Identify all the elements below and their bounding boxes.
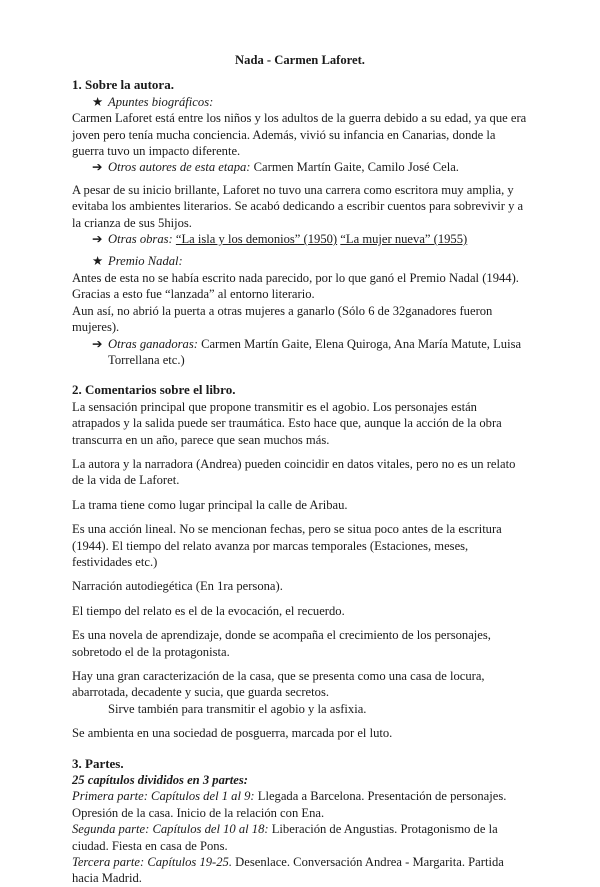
arrow-label: Otras ganadoras:: [108, 336, 198, 351]
paragraph: El tiempo del relato es el de la evocación, el recuerdo.: [72, 603, 345, 618]
bullet-label: Premio Nadal:: [108, 254, 183, 269]
paragraph: Carmen Laforet está entre los niños y los adultos de la guerra debido a su edad, ya que era joven pero tenía mucha conciencia. Además, vivió su infancia en Canarias, donde la guerra tuvo un impacto diferente.: [72, 111, 527, 159]
arrow-icon: ➔: [92, 232, 103, 247]
document-title: Nada - Carmen Laforet.: [235, 53, 365, 67]
arrow-text: Carmen Martín Gaite, Elena Quiroga, Ana María Matute, Luisa Torrellana etc.): [108, 336, 522, 367]
arrow-icon: ➔: [92, 160, 103, 175]
arrow-label: Otras obras:: [108, 232, 173, 247]
star-icon: ★: [92, 254, 104, 269]
arrow-item-ganadoras: [72, 336, 528, 369]
parts-subheading: 25 capítulos divididos en 3 partes:: [72, 773, 248, 788]
part-label: Segunda parte: Capítulos del 10 al 18:: [72, 822, 269, 837]
arrow-text: Carmen Martín Gaite, Camilo José Cela.: [250, 160, 459, 175]
part-text: Liberación de Angustias. Protagonismo de la ciudad. Fiesta en casa de Pons.: [72, 822, 498, 853]
paragraph: Se ambienta en una sociedad de posguerra, marcada por el luto.: [72, 726, 393, 741]
paragraph: Antes de esta no se había escrito nada parecido, por lo que ganó el Premio Nadal (1944). Gracias a esto fue “lanzada” al entorno literario.: [72, 270, 519, 302]
bullet-label: Apuntes biográficos:: [108, 94, 214, 109]
part-label: Primera parte: Capítulos del 1 al 9:: [72, 789, 255, 804]
arrow-item-obras: [72, 231, 528, 247]
arrow-label: Otros autores de esta etapa:: [108, 160, 251, 175]
part-item-2: [72, 821, 528, 854]
paragraph: A pesar de su inicio brillante, Laforet no tuvo una carrera como escritora muy amplia, y evitaba los ambientes literarios. Se acabó dedicando a escribir cuentos para sobrevivir y a la crianza de sus 5hijos.: [72, 182, 524, 230]
part-text: Desenlace. Conversación Andrea - Margarita. Partida hacia Madrid.: [72, 855, 504, 886]
arrow-icon: ➔: [92, 336, 103, 351]
work-title: “La isla y los demonios” (1950): [175, 232, 338, 247]
star-icon: ★: [92, 94, 104, 109]
part-label: Tercera parte: Capítulos 19-25.: [72, 855, 232, 870]
part-text: Llegada a Barcelona. Presentación de personajes. Opresión de la casa. Inicio de la relación con Ena.: [72, 789, 507, 820]
paragraph: Hay una gran caracterización de la casa, que se presenta como una casa de locura, abarrotada, decadente y sucia, que guarda secretos.: [72, 669, 485, 700]
paragraph: Es una acción lineal. No se mencionan fechas, pero se situa poco antes de la escritura (1944). El tiempo del relato avanza por marcas temporales (Estaciones, meses, festividades etc.): [72, 522, 502, 569]
work-title: “La mujer nueva” (1955): [340, 232, 468, 247]
part-item-3: [72, 854, 528, 887]
paragraph: La autora y la narradora (Andrea) pueden coincidir en datos vitales, pero no es un relato de la vida de Laforet.: [72, 456, 516, 488]
bullet-premio: [72, 253, 528, 269]
paragraph: Aun así, no abrió la puerta a otras mujeres a ganarlo (Sólo 6 de 32ganadores fueron mujeres).: [72, 303, 493, 335]
bullet-apuntes: [72, 94, 528, 110]
paragraph: La trama tiene como lugar principal la calle de Aribau.: [72, 497, 348, 512]
part-item-1: [72, 788, 528, 821]
paragraph: Narración autodiegética (En 1ra persona).: [72, 579, 283, 594]
paragraph: Es una novela de aprendizaje, donde se acompaña el crecimiento de los personajes, sobretodo el de la protagonista.: [72, 628, 491, 659]
arrow-item-autores: [72, 159, 528, 175]
paragraph-indented: Sirve también para transmitir el agobio y la asfixia.: [108, 701, 367, 716]
section-heading-partes: 3. Partes.: [72, 755, 124, 771]
section-heading-comentarios: 2. Comentarios sobre el libro.: [72, 382, 236, 398]
paragraph: La sensación principal que propone transmitir es el agobio. Los personajes están atrapados y la salida puede ser traumática. Esto hace que, aunque la acción de la obra transcurra en un año, parece que sean muchos más.: [72, 399, 502, 447]
section-heading-autora: 1. Sobre la autora.: [72, 77, 174, 93]
